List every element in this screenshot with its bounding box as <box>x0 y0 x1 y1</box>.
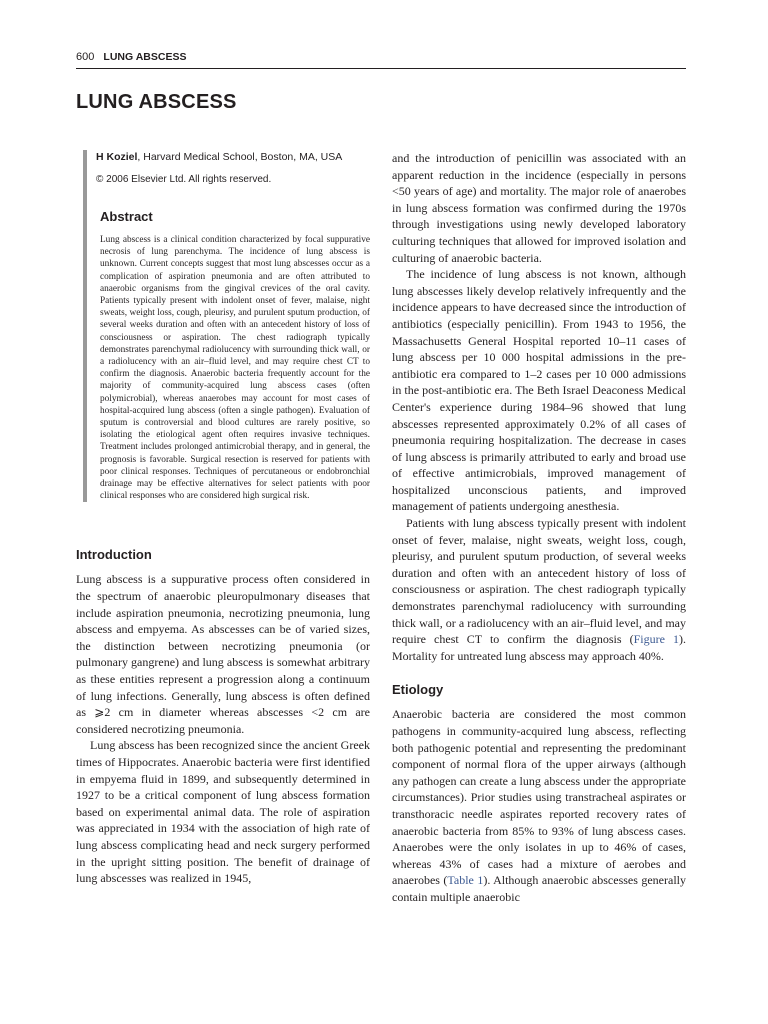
introduction-heading: Introduction <box>76 547 152 563</box>
running-head <box>76 51 186 63</box>
table-1-link[interactable]: Table 1 <box>447 873 484 888</box>
intro-paragraph-2: Lung abscess has been recognized since the ancient Greek times of Hippocrates. Anaerobic bacteria were first identified in empyema fluid in 1899, and subsequently determined in 1927 to be a critical component of lung abscess formation based on experimental animal data. The role of aspiration was appreciated in 1934 with the association of high rate of lung abscess complicating head and neck surgery performed in the upright sitting position. The benefit of drainage of lung abscesses was realized in 1945, <box>76 738 370 886</box>
intro-p4-text-a: Patients with lung abscess typically present with indolent onset of fever, malaise, night sweats, weight loss, cough, pleurisy, and purulent sputum production, of several weeks duration and often with an antecedent history of loss of consciousness or aspiration. The chest radiograph typically demonstrates parenchymal radiolucency with surrounding thick wall, or a radiolucency with an air–fluid level, and may require chest CT to confirm the diagnosis ( <box>392 516 686 647</box>
running-title: LUNG ABSCESS <box>103 51 187 63</box>
abstract-text: Lung abscess is a clinical condition characterized by focal suppurative necrosis of lung parenchyma. The incidence of lung abscess is unknown. Current concepts suggest that most lung abscesses occur as a complication of aspiration pneumonia and are often attributed to anaerobic organisms from the gingival crevices of the oral cavity. Patients typically present with indolent onset of fever, malaise, night sweats, weight loss, cough, pleurisy, and purulent sputum production, of several weeks duration and often with an antecedent history of loss of consciousness or aspiration. The chest radiograph typically demonstrates parenchymal radiolucency with surrounding thick wall, or a radiolucency with an air–fluid level, and may require chest CT to confirm the diagnosis. Anaerobic bacteria frequently account for the majority of community-acquired lung abscess cases (often polymicrobial), whereas anaerobes may account for most cases of hospital-acquired lung abscess (often a single pathogen). Evaluation of sputum is controversial and blood cultures are rarely positive, so isolating the etiological agent often requires invasive techniques. Treatment includes prolonged antimicrobial therapy, and in general, the prognosis is favorable. Surgical resection is reserved for patients with poor clinical responses. Techniques of percutaneous or endobronchial drainage may be effective alternatives for select patients with poor clinical responses who are considered high surgical risk. <box>100 235 370 502</box>
etiology-p1-text-b: ). Although anaerobic abscesses generally contain multiple anaerobic <box>392 873 686 904</box>
right-column <box>392 150 686 906</box>
author-name: H Koziel <box>96 151 138 163</box>
etiology-heading: Etiology <box>392 682 444 698</box>
left-column <box>76 150 370 887</box>
author-line <box>96 150 370 164</box>
header-rule <box>76 68 686 69</box>
intro-paragraph-3: The incidence of lung abscess is not known, although lung abscesses likely develop relatively infrequently and the incidence appears to have decreased since the introduction of antibiotics (especially penicillin). From 1943 to 1956, the Massachusetts General Hospital reported 10–11 cases of lung abscess per 10 000 hospital admissions in the pre-antibiotic era compared to 1–2 cases per 10 000 admissions in the post-antibiotic era. The Beth Israel Deaconess Medical Center's experience during 1984–96 showed that lung abscesses represented approximately 0.2% of all cases of pneumonia requiring hospitalization. The decrease in cases of lung abscess is primarily attributed to early and broad use of effective antimicrobials, improved management of hospitalized unconscious patients, and improved management of patients undergoing anesthesia. <box>392 267 686 514</box>
author-block <box>83 150 370 187</box>
article-title: LUNG ABSCESS <box>76 91 237 113</box>
etiology-p1-text-a: Anaerobic bacteria are considered the most common pathogens in community-acquired lung abscess, reflecting both pathogenic potential and representing the predominant component of normal flora of the upper airways (although any pathogen can create a lung abscess under the appropriate circumstances). Prior studies using transtracheal aspirates or transthoracic needle aspirates reported recovery rates of anaerobic bacteria from 85% to 93% of lung abscess cases. Anaerobes were the only isolates in up to 46% of cases, whereas 43% of cases had a mixture of aerobes and anaerobes ( <box>392 707 686 888</box>
abstract-section <box>83 187 370 502</box>
copyright-notice: © 2006 Elsevier Ltd. All rights reserved. <box>96 174 272 185</box>
intro-paragraph-4 <box>392 515 686 664</box>
etiology-paragraph-1 <box>392 706 686 905</box>
figure-1-link[interactable]: Figure 1 <box>633 632 679 647</box>
abstract-heading: Abstract <box>100 209 153 224</box>
author-affiliation: , Harvard Medical School, Boston, MA, USA <box>137 151 343 163</box>
intro-p4-text-b: ). Mortality for untreated lung abscess may approach 40%. <box>392 632 686 663</box>
intro-paragraph-2-continued: and the introduction of penicillin was associated with an apparent reduction in the incidence (especially in persons <50 years of age) and mortality. The major role of anaerobes in lung abscess formation was confirmed during the 1970s through investigations using newly developed laboratory culturing techniques that allowed for improved isolation and culturing of anaerobic bacteria. <box>392 151 686 265</box>
page-number: 600 <box>76 51 95 63</box>
intro-paragraph-1: Lung abscess is a suppurative process often considered in the spectrum of anaerobic pleuropulmonary diseases that include aspiration pneumonia, necrotizing pneumonia, lung abscess and empyema. As abscesses can be of varied sizes, the distinction between necrotizing pneumonia (or pulmonary gangrene) and lung abscess is somewhat arbitrary as these entities represent a progression along a continuum of lung infections. Generally, lung abscess is often defined as ⩾2 cm in diameter whereas abscesses <2 cm are considered necrotizing pneumonia. <box>76 572 370 736</box>
